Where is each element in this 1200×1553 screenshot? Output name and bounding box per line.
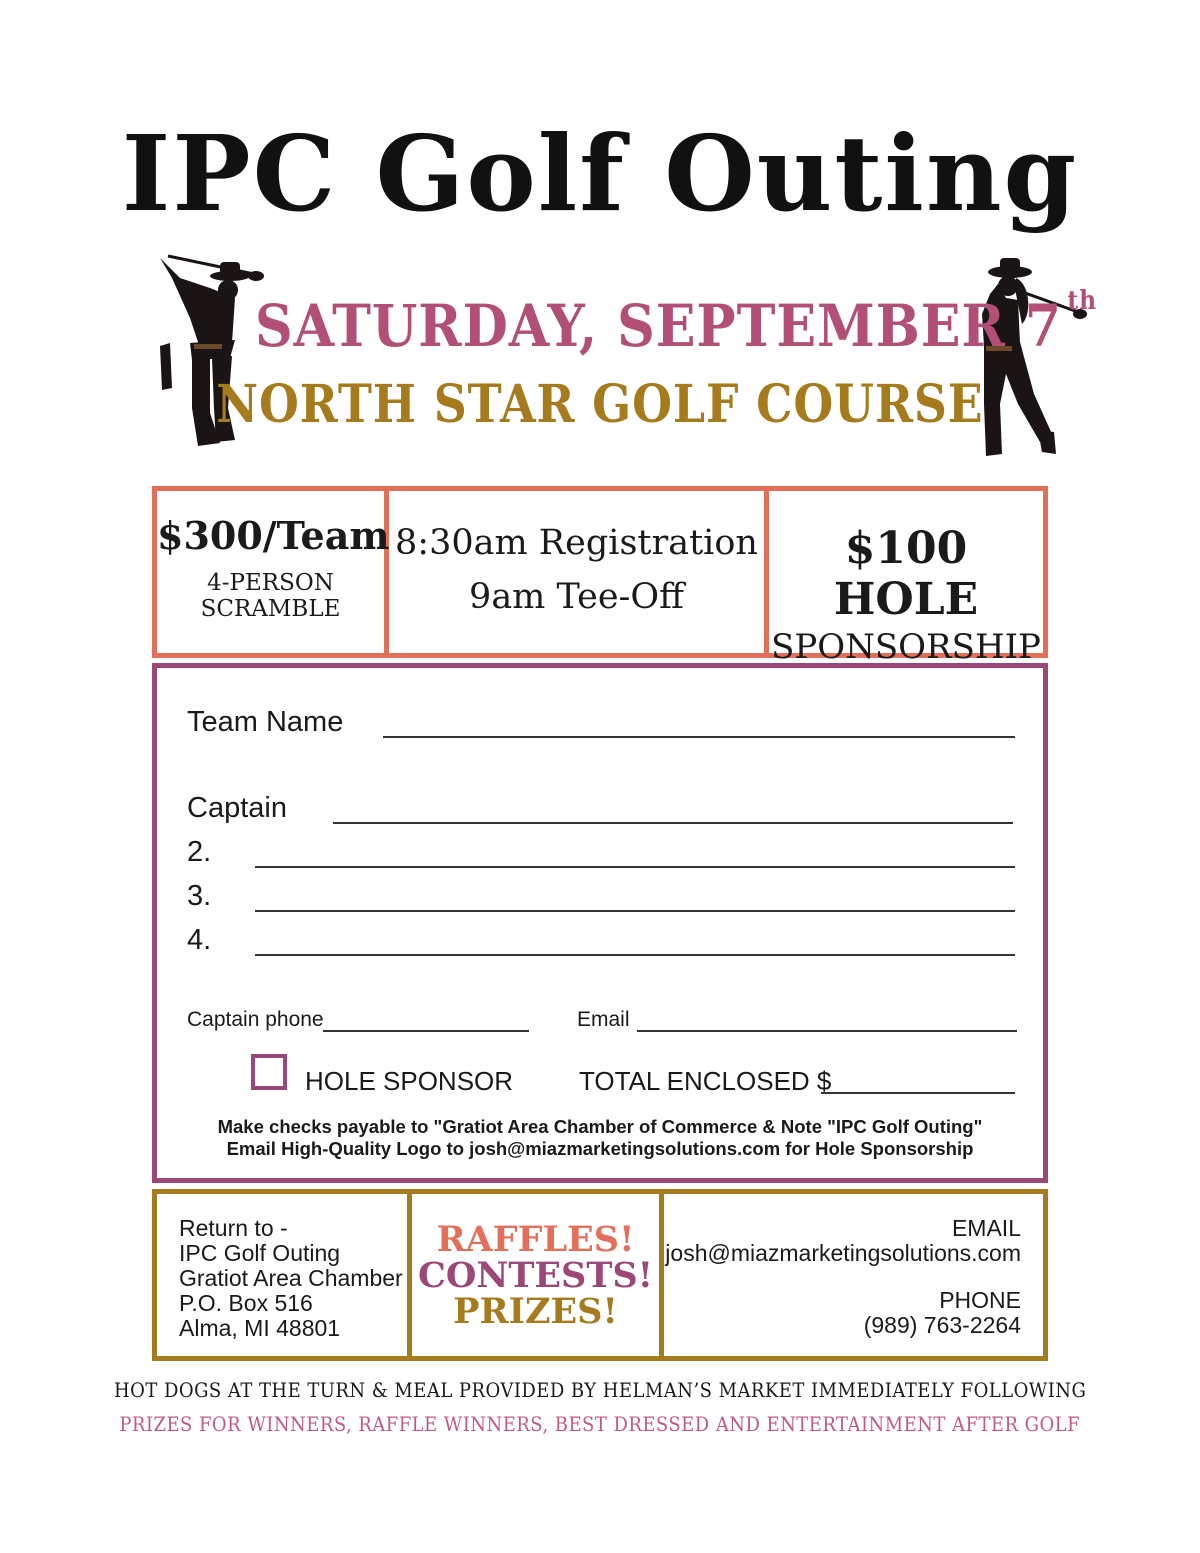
contests-text: CONTESTS! [417,1255,654,1296]
phone-heading: PHONE [939,1287,1021,1313]
format-line2: SCRAMBLE [200,596,341,622]
payment-note [157,1116,1043,1160]
team-price: $300/Team [157,513,390,558]
tee-off-time: 9am Tee-Off [469,577,684,617]
address-line4: Alma, MI 48801 [179,1315,341,1341]
footer-line2-text: PRIZES FOR WINNERS, RAFFLE WINNERS, BEST DRESSED AND ENTERTAINMENT AFTER GOLF [119,1412,1081,1436]
payment-note-line2: Email High-Quality Logo to josh@miazmarketingsolutions.com for Hole Sponsorship [226,1138,974,1159]
sponsorship-price: $100 HOLE [833,523,979,625]
course-name-text: NORTH STAR GOLF COURSE [216,374,984,435]
player3-name-field[interactable] [255,910,1015,912]
prizes-text: PRIZES! [453,1291,618,1332]
schedule-cell [389,491,769,653]
hole-sponsor-checkbox[interactable] [251,1054,287,1090]
team-name-field[interactable] [383,736,1015,738]
return-address-cell [157,1194,412,1356]
player2-name-field[interactable] [255,866,1015,868]
registration-form [152,663,1048,1183]
team-name-label: Team Name [187,706,344,738]
price-cell [157,491,389,653]
captain-label: Captain [187,792,287,824]
contact-info-cell [664,1194,1043,1356]
total-enclosed-label: TOTAL ENCLOSED $ [579,1066,832,1096]
player3-label: 3. [187,880,212,912]
hole-sponsor-label: HOLE SPONSOR [305,1066,514,1096]
footer-line1 [0,1378,1200,1402]
address-line3: P.O. Box 516 [179,1290,313,1316]
info-row [152,486,1048,667]
raffles-text: RAFFLES! [436,1219,635,1260]
address-line1: IPC Golf Outing [179,1240,341,1266]
registration-time: 8:30am Registration [395,523,758,563]
format-line1: 4-PERSON [207,570,334,596]
course-name [0,374,1200,435]
contact-phone: (989) 763-2264 [863,1312,1021,1338]
date-suffix: th [1067,286,1098,316]
captain-phone-field[interactable] [323,1030,529,1032]
return-label: Return to - [179,1215,288,1241]
email-heading: EMAIL [951,1215,1021,1241]
payment-note-line1: Make checks payable to "Gratiot Area Chamber of Commerce & Note "IPC Golf Outing" [217,1116,983,1137]
captain-phone-label: Captain phone [187,1008,324,1031]
page-title: IPC Golf Outing [121,112,1079,235]
address-line2: Gratiot Area Chamber [179,1265,403,1291]
footer-line2 [0,1412,1200,1436]
sponsorship-cell [769,491,1043,667]
event-date [255,286,1098,360]
contact-email[interactable]: josh@miazmarketingsolutions.com [665,1240,1021,1266]
captain-name-field[interactable] [333,822,1013,824]
raffles-cell [412,1194,664,1356]
contact-row [152,1189,1048,1361]
event-date-text: SATURDAY, SEPTEMBER 7 [255,292,1062,360]
email-label: Email [577,1008,630,1031]
player2-label: 2. [187,836,212,868]
player4-name-field[interactable] [255,954,1015,956]
sponsorship-label: SPONSORSHIP [771,627,1041,667]
total-enclosed-field[interactable] [821,1092,1015,1094]
footer-line1-text: HOT DOGS AT THE TURN & MEAL PROVIDED BY HELMAN’S MARKET IMMEDIATELY FOLLOWING [113,1378,1087,1402]
player4-label: 4. [187,924,212,956]
email-field[interactable] [637,1030,1017,1032]
